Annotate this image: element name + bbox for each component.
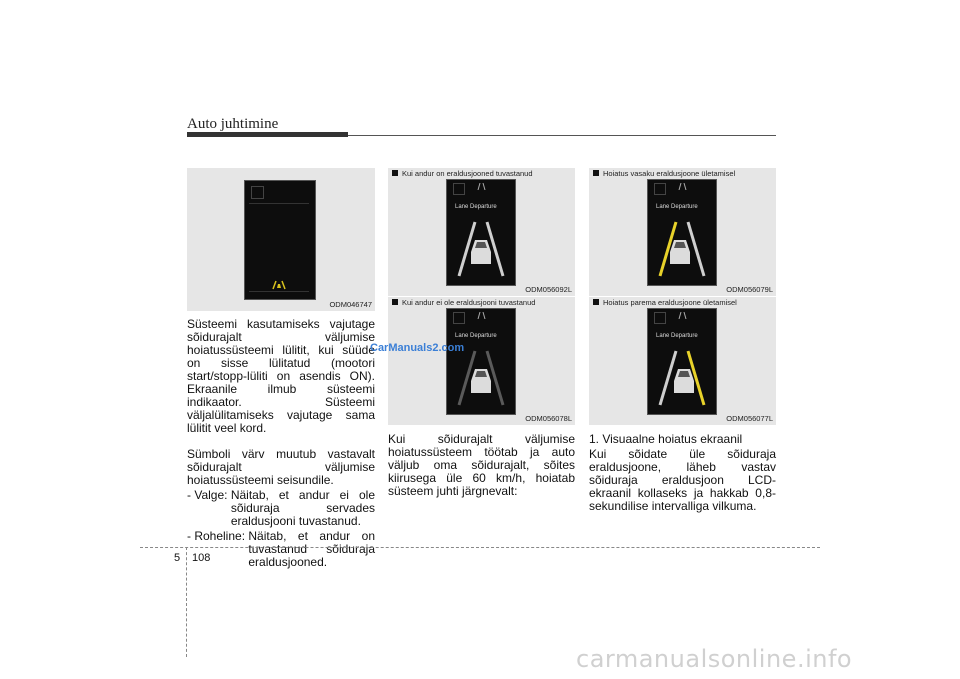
list-item bbox=[187, 489, 375, 528]
left-column-text bbox=[187, 318, 375, 569]
cluster-screen bbox=[446, 308, 516, 415]
figure-caption: Kui andur on eraldusjooned tuvastanud bbox=[392, 169, 533, 178]
paragraph: Sümboli värv muutub vastavalt sõidurajalt väljumise hoiatussüsteemi seisundile. bbox=[187, 447, 375, 487]
bullet-square-icon bbox=[392, 299, 398, 305]
figure-caption: Hoiatus parema eraldusjoone ületamisel bbox=[593, 298, 737, 307]
figure-caption: Hoiatus vasaku eraldusjoone ületamisel bbox=[593, 169, 735, 178]
chapter-number: 5 bbox=[174, 552, 181, 564]
lane-symbol-icon bbox=[477, 312, 486, 319]
figure-code: ODM056079L bbox=[726, 285, 773, 294]
figure-middle-bottom bbox=[388, 297, 575, 425]
figure-caption: Kui andur ei ole eraldusjooni tuvastanud bbox=[392, 298, 535, 307]
cluster-screen bbox=[244, 180, 316, 300]
list-label: - Roheline: bbox=[187, 529, 249, 543]
paragraph: Kui sõidate üle sõiduraja eraldusjoone, läheb vastav sõiduraja eraldusjoon LCD-ekraanil kollaseks ja hakkab 0,8-sekundilise intervalliga vilkuma. bbox=[589, 447, 776, 513]
right-column-text bbox=[589, 433, 776, 526]
footer-divider bbox=[140, 547, 820, 548]
paragraph: Süsteemi kasutamiseks vajutage sõidurajalt väljumise hoiatussüsteemi lülitit, kui süüde on sisse lülitatud (mootori start/stopp-lüliti on asendis ON). Ekraanile ilmub süsteemi indikaator. Süsteemi väljalülitamiseks vajutage sama lülitit veel kord. bbox=[187, 317, 375, 435]
cluster-screen bbox=[647, 179, 717, 286]
screen-corner-box bbox=[654, 312, 666, 324]
screen-label: Lane Departure bbox=[656, 204, 698, 210]
bullet-square-icon bbox=[392, 170, 398, 176]
subheading: 1. Visuaalne hoiatus ekraanil bbox=[589, 432, 743, 446]
lane-road-graphic bbox=[654, 349, 710, 407]
cluster-screen bbox=[647, 308, 717, 415]
screen-corner-box bbox=[251, 186, 264, 199]
figure-code: ODM046747 bbox=[329, 300, 372, 309]
list-text: Näitab, et andur on tuvastanud sõiduraja eraldusjooned. bbox=[248, 529, 375, 569]
lane-symbol-icon bbox=[477, 183, 486, 190]
screen-corner-box bbox=[453, 312, 465, 324]
bullet-square-icon bbox=[593, 299, 599, 305]
screen-label: Lane Departure bbox=[656, 333, 698, 339]
site-watermark[interactable]: carmanualsonline.info bbox=[576, 645, 853, 673]
list-item bbox=[187, 530, 375, 569]
watermark-link[interactable]: CarManuals2.com bbox=[370, 342, 465, 354]
figure-code: ODM056078L bbox=[525, 414, 572, 423]
figure-right-bottom bbox=[589, 297, 776, 425]
list-label: - Valge: bbox=[187, 488, 231, 502]
footer-vertical-divider bbox=[186, 547, 187, 657]
paragraph: Kui sõidurajalt väljumise hoiatussüsteem töötab ja auto väljub oma sõidurajalt, sõites kiirusega üle 60 km/h, hoiatab süsteem juhti järgnevalt: bbox=[388, 432, 575, 498]
figure-code: ODM056092L bbox=[525, 285, 572, 294]
lane-indicator-icon bbox=[271, 280, 287, 290]
screen-label: Lane Departure bbox=[455, 204, 497, 210]
screen-label: Lane Departure bbox=[455, 333, 497, 339]
lane-symbol-icon bbox=[678, 312, 687, 319]
section-title: Auto juhtimine bbox=[187, 116, 279, 132]
lane-road-graphic bbox=[453, 349, 509, 407]
figure-main bbox=[187, 168, 375, 311]
screen-corner-box bbox=[453, 183, 465, 195]
middle-column-text bbox=[388, 433, 575, 511]
cluster-screen bbox=[446, 179, 516, 286]
lane-symbol-icon bbox=[678, 183, 687, 190]
figure-right-top bbox=[589, 168, 776, 296]
screen-divider-line bbox=[249, 203, 309, 204]
header-accent-bar bbox=[187, 132, 348, 137]
screen-corner-box bbox=[654, 183, 666, 195]
bullet-square-icon bbox=[593, 170, 599, 176]
page-number: 108 bbox=[192, 552, 211, 564]
figure-code: ODM056077L bbox=[726, 414, 773, 423]
lane-road-graphic bbox=[654, 220, 710, 278]
screen-divider-line bbox=[249, 291, 309, 292]
figure-middle-top bbox=[388, 168, 575, 296]
lane-road-graphic bbox=[453, 220, 509, 278]
list-text: Näitab, et andur ei ole sõiduraja servades eraldusjooni tuvastanud. bbox=[230, 488, 375, 528]
